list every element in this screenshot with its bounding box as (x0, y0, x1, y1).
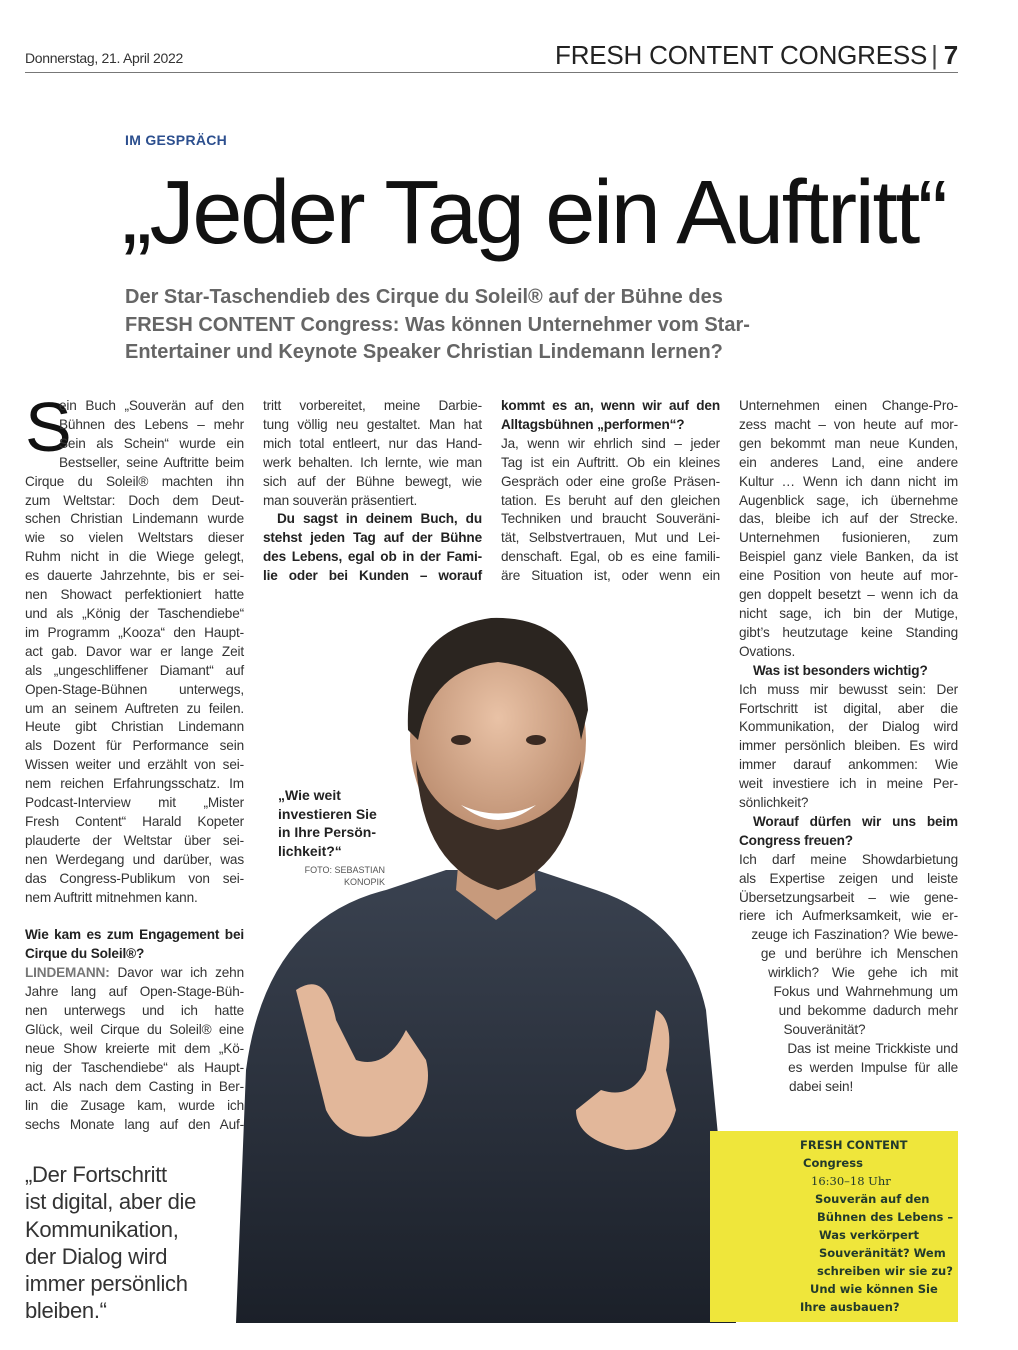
text-line: als Expertise zeigen und leiste (739, 870, 958, 886)
text-line: und als „König der Taschendiebe“ (25, 605, 244, 621)
section-title: FRESH CONTENT CONGRESS (555, 40, 928, 70)
text-line: Congress freuen? (739, 832, 853, 848)
interview-question (739, 662, 958, 681)
photo-credit (278, 864, 385, 888)
text-line: Alltagsbühnen „performen“? (501, 416, 685, 432)
text-line: sechs Monate lang auf den Auf- (25, 1116, 244, 1132)
portrait-photo (236, 590, 736, 1323)
text-line: wie so vielen Weltstars dieser (25, 530, 244, 546)
paragraph (739, 397, 958, 662)
text-line: Gespräch oder eine große Präsen- (501, 473, 720, 489)
text-line: zess macht – von heute auf mor- (739, 416, 958, 432)
interview-question (263, 510, 482, 586)
text-line: plauderte der Weltstar über sei- (25, 832, 244, 848)
text-line: Übersetzungsarbeit – wie gene- (739, 889, 958, 905)
text-line: nem Auftritt mitnehmen kann. (25, 889, 198, 905)
info-text-line: Was verkörpert (819, 1228, 919, 1242)
info-brand-sub: Congress (803, 1156, 863, 1170)
text-line: Worauf dürfen wir uns beim (753, 813, 958, 829)
text-line: werk behalten. Ich lernte, wie man (263, 454, 482, 470)
info-text-line: Souverän auf den (815, 1192, 930, 1206)
text-line: Beispiel ganz viele Banken, da ist (739, 549, 958, 565)
text-line: mich total entleert, nur das Hand- (263, 435, 482, 451)
interview-question (739, 813, 958, 851)
text-line: das Congress-Publikum von sei- (25, 870, 244, 886)
photo-caption (278, 786, 377, 860)
info-text-line: Souveränität? Wem (819, 1246, 946, 1260)
article-column-3 (501, 397, 720, 586)
text-line: denschaft. Egal, ob es eine famili- (501, 549, 720, 565)
deck-line: Der Star-Taschendieb des Cirque du Soleil® auf der Bühne des (125, 286, 723, 308)
deck (125, 284, 825, 367)
text-line: Augenblick sage, ich übernehme (739, 492, 958, 508)
headline: „Jeder Tag ein Auftritt“ (122, 163, 946, 263)
text-line: wirklich? Wie gehe ich mit (768, 965, 958, 981)
caption-line: investieren Sie (278, 805, 377, 822)
event-info-box (710, 1131, 958, 1322)
text-line: gibt’s heutzutage keine Standing (739, 624, 958, 640)
separator: | (931, 40, 938, 70)
text-line: Kultur … Wenn ich dann nicht im (739, 473, 958, 489)
text-line: des Lebens, egal ob in der Fami- (263, 549, 482, 565)
text-line: ein Buch „Souverän auf den (59, 398, 244, 413)
text-line: Fokus und Wahrnehmung um (773, 984, 958, 1000)
text-line: nig der Taschendiebe“ als Haupt- (25, 1059, 244, 1075)
pull-quote-line: Kommunikation, (25, 1216, 179, 1242)
section-masthead (555, 40, 958, 71)
text-line: zeuge ich Faszination? Wie bewe- (751, 927, 958, 943)
text-line: Podcast-Interview mit „Mister (25, 795, 244, 811)
text-line: Glück, weil Cirque du Soleil® eine (25, 1022, 244, 1037)
text-line: im Programm „Kooza“ den Haupt- (25, 624, 244, 640)
pull-quote-line: immer persönlich (25, 1271, 188, 1297)
pull-quote-line: bleiben.“ (25, 1298, 107, 1324)
text-line: dabei sein! (788, 1078, 854, 1094)
text-line: Wissen weiter und erzählt von sei- (25, 757, 244, 773)
text-line: lie oder bei Kunden – worauf (263, 568, 482, 584)
text-line: ge und berühre ich Menschen (760, 946, 958, 962)
text-line: Das ist meine Trickkiste und (787, 1040, 958, 1056)
text-line: es dauerte Jahrzehnte, bis er sei- (25, 568, 244, 584)
text-line: immer darauf ankommen: Wie (739, 757, 958, 773)
text-line: Kommunikation, der Dialog wird (739, 719, 958, 735)
paragraph (25, 964, 244, 1134)
text-line: gen bekommt man neue Kunden, (739, 435, 958, 451)
text-line: Souveränität? (783, 1021, 866, 1037)
text-line: Cirque du Soleil®? (25, 946, 145, 962)
info-text-line: Bühnen des Lebens – (817, 1210, 954, 1224)
text-line: nen Showact perfektioniert hatte (25, 587, 244, 603)
interview-question (25, 926, 244, 964)
pull-quote (25, 1161, 196, 1325)
pull-quote-line: „Der Fortschritt (25, 1162, 167, 1187)
text-line: nem reichen Erfahrungsschatz. Im (25, 776, 244, 792)
article-column-4 (739, 397, 958, 1097)
text-line: ein anderes Land, eine andere (739, 454, 958, 470)
article-column-2 (263, 397, 482, 586)
text-line: Ich muss mir bewusst sein: Der (739, 681, 958, 697)
text-line: Ovations. (739, 643, 796, 659)
text-line: Wie kam es zum Engagement bei (25, 927, 244, 943)
text-line: Fortschritt ist digital, aber die (739, 700, 958, 716)
text-line: tung völlig neu gestaltet. Man hat (263, 416, 482, 432)
header-rule (25, 72, 958, 73)
caption-line: in Ihre Persön- (278, 824, 377, 840)
text-line: riere ich Aufmerksamkeit, wie er- (739, 908, 958, 924)
info-text-line: Und wie können Sie (810, 1282, 938, 1296)
text-line: nen unterwegs und ich hatte (25, 1003, 244, 1019)
text-line: Bestseller, seine Auftritte beim (59, 454, 244, 470)
speaker-label: LINDEMANN: (25, 965, 110, 981)
text-line: das, bleibe ich auf der Strecke. (739, 511, 958, 527)
text-line: nen Werdegang und darüber, was (25, 851, 244, 867)
text-line: Tag ist ein Auftritt. Ob ein kleines (501, 454, 720, 470)
caption-line: „Wie weit (278, 787, 341, 803)
article-column-1 (25, 388, 244, 1134)
text-line: tät, Selbstvertrauen, Mut und Lei- (501, 530, 720, 546)
info-text-line: Ihre ausbauen? (800, 1300, 900, 1314)
text-line: stehst jeden Tag auf der Bühne (263, 530, 482, 546)
text-line: kommt es an, wenn wir auf den (501, 398, 720, 413)
text-line: eine Position von heute auf mor- (739, 568, 958, 584)
text-line: als Dozent für Performance sein (25, 738, 244, 754)
text-line: Jahre lang auf Open-Stage-Büh- (25, 984, 244, 1000)
credit-line: KONOPIK (343, 877, 385, 887)
text-line: schen Christian Lindemann wurde (25, 511, 244, 527)
text-line: tritt vorbereitet, meine Darbie- (263, 398, 482, 413)
text-line: um an seinem Auftreten zu feilen. (25, 700, 244, 716)
text-line: Ruhm nicht in die Wiege gelegt, (25, 549, 244, 565)
kicker: IM GESPRÄCH (125, 132, 228, 148)
caption-line: lichkeit?“ (278, 842, 342, 859)
text-line: weit investiere ich in meine Per- (739, 776, 958, 792)
text-line: Bühnen des Lebens – mehr (59, 416, 244, 432)
text-line: sönlichkeit? (739, 795, 809, 811)
info-time: 16:30–18 Uhr (811, 1174, 891, 1188)
text-line: Cirque du Soleil® machten ihn (25, 473, 244, 489)
text-line: lin die Zusage kam, wurde ich (25, 1097, 244, 1113)
text-line: act gab. Davor war er lange Zeit (25, 643, 244, 659)
text-line: Ich darf meine Showdarbietung (739, 851, 958, 867)
deck-line: Entertainer und Keynote Speaker Christian Lindemann lernen? (125, 341, 723, 363)
text-line: sich auf der Bühne bewegt, wie (263, 473, 482, 489)
text-line: Fresh Content“ Harald Kopeter (25, 813, 244, 829)
text-line: tation. Es beruht auf den gleichen (501, 492, 720, 508)
paragraph (25, 388, 244, 907)
text-line: nicht sage, ich bin der Mutige, (739, 605, 958, 621)
issue-date: Donnerstag, 21. April 2022 (25, 50, 183, 66)
text-line: gen doppelt besetzt – wenn ich da (739, 587, 958, 603)
text-line: zum Weltstar: Doch dem Deut- (25, 492, 244, 508)
text-line: neue Show kreierte mit dem „Kö- (25, 1040, 244, 1056)
text-line: es werden Impulse für alle (788, 1059, 958, 1075)
text-line: als „ungeschliffener Diamant“ auf (25, 662, 244, 678)
paragraph (501, 435, 720, 586)
text-line: Unternehmen fusionieren, zum (739, 530, 958, 546)
text-line: Sein als Schein“ wurde ein (59, 435, 244, 451)
deck-line: FRESH CONTENT Congress: Was können Unternehmer vom Star- (125, 313, 750, 336)
text-line: äre Situation ist, oder wenn ein (501, 568, 720, 584)
credit-line: FOTO: SEBASTIAN (304, 865, 385, 875)
info-text-line: schreiben wir sie zu? (817, 1264, 953, 1278)
interview-question (501, 397, 720, 435)
text-line: Techniken und braucht Souveräni- (501, 511, 720, 527)
paragraph (263, 397, 482, 510)
text-line: man souverän präsentiert. (263, 492, 418, 508)
text-line: Unternehmen einen Change-Pro- (739, 398, 958, 413)
text-line: LINDEMANN: Davor war ich zehn (25, 965, 244, 981)
page-number: 7 (943, 40, 958, 70)
text-line: und bekomme dadurch mehr (778, 1003, 958, 1018)
text-line: Open-Stage-Bühnen unterwegs, (25, 681, 244, 697)
paragraph (739, 681, 958, 813)
pull-quote-line: der Dialog wird (25, 1243, 168, 1269)
text-line: Was ist besonders wichtig? (753, 662, 928, 678)
text-line: Heute gibt Christian Lindemann (25, 719, 244, 735)
pull-quote-line: ist digital, aber die (25, 1189, 197, 1215)
drop-cap: S (25, 388, 72, 466)
info-brand: FRESH CONTENT (800, 1138, 908, 1152)
text-line: act. Als nach dem Casting in Ber- (25, 1078, 244, 1094)
text-line: Du sagst in deinem Buch, du (277, 511, 482, 527)
text-line: immer persönlich bleiben. Es wird (739, 738, 958, 754)
text-line: Ja, wenn wir ehrlich sind – jeder (501, 435, 720, 451)
